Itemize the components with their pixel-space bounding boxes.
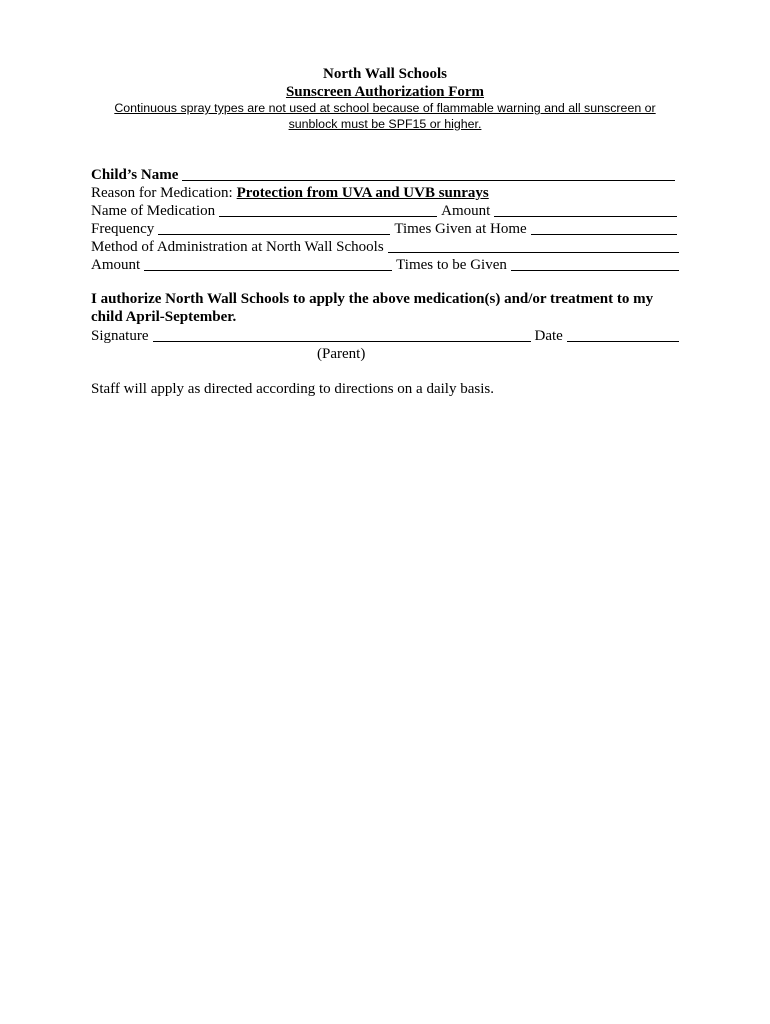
amount-label: Amount — [441, 203, 491, 219]
times-home-field[interactable] — [531, 220, 677, 235]
date-label: Date — [534, 328, 563, 344]
signature-row — [91, 327, 679, 345]
amount2-field[interactable] — [144, 256, 392, 271]
childs-name-label: Child’s Name — [91, 167, 179, 183]
spf-notice: Continuous spray types are not used at school because of flammable warning and all sunscreen or sunblock must be SPF15 or higher. — [114, 101, 656, 131]
reason-row — [91, 184, 681, 202]
date-field[interactable] — [567, 327, 679, 342]
childs-name-row — [91, 166, 675, 184]
medication-name-field[interactable] — [219, 202, 437, 217]
medication-row — [91, 202, 677, 220]
times-home-label: Times Given at Home — [394, 221, 527, 237]
childs-name-field[interactable] — [182, 166, 675, 181]
times-given-field[interactable] — [511, 256, 679, 271]
parent-caption: (Parent) — [317, 346, 366, 362]
staff-note: Staff will apply as directed according to directions on a daily basis. — [91, 381, 494, 397]
form-title: Sunscreen Authorization Form — [285, 84, 485, 100]
method-field[interactable] — [388, 238, 679, 253]
reason-value: Protection from UVA and UVB sunrays — [236, 185, 489, 201]
signature-label: Signature — [91, 328, 149, 344]
frequency-row — [91, 220, 677, 238]
frequency-label: Frequency — [91, 221, 155, 237]
medication-name-label: Name of Medication — [91, 203, 216, 219]
frequency-field[interactable] — [158, 220, 390, 235]
reason-label: Reason for Medication: — [91, 185, 233, 201]
signature-field[interactable] — [153, 327, 531, 342]
amount-times-row — [91, 256, 679, 274]
method-row — [91, 238, 679, 256]
amount-field[interactable] — [494, 202, 677, 217]
method-label: Method of Administration at North Wall Schools — [91, 239, 384, 255]
authorization-statement: I authorize North Wall Schools to apply the above medication(s) and/or treatment to my child April-September. — [91, 291, 654, 325]
organization-title: North Wall Schools — [323, 66, 447, 82]
times-given-label: Times to be Given — [396, 257, 507, 273]
amount2-label: Amount — [91, 257, 141, 273]
